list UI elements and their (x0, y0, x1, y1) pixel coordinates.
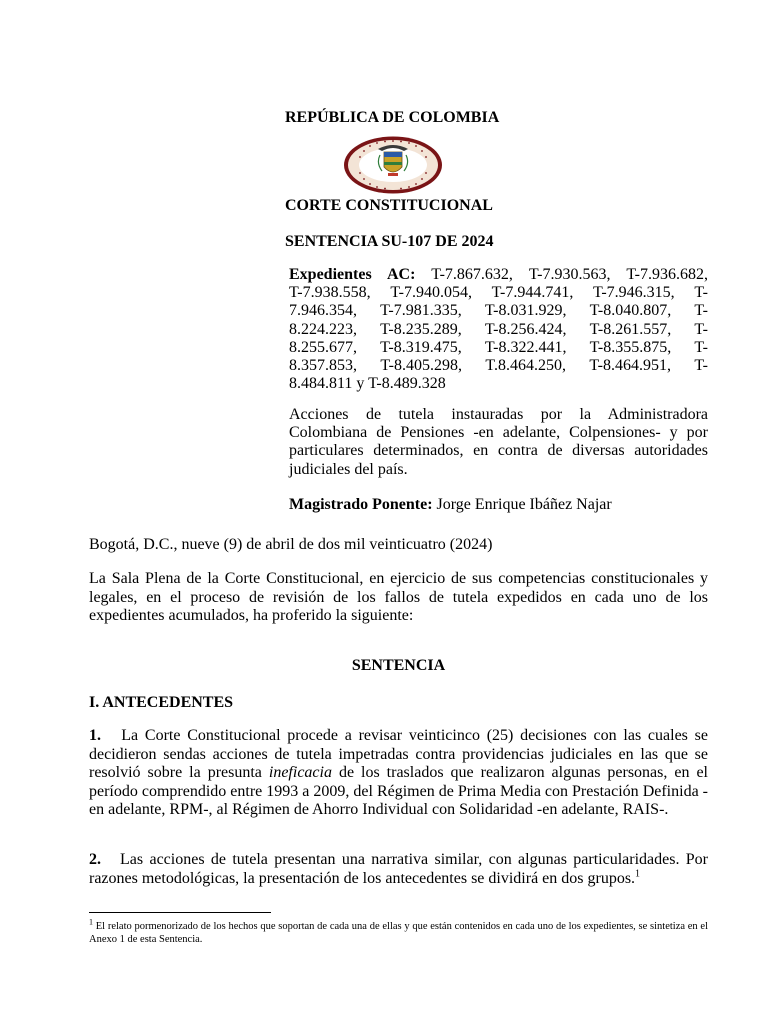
paragraph-1-number: 1. (89, 727, 101, 744)
date-line: Bogotá, D.C., nueve (9) de abril de dos mil veinticuatro (2024) (89, 536, 493, 553)
sentencia-title: SENTENCIA (351, 657, 446, 674)
magistrado-name: Jorge Enrique Ibáñez Najar (436, 496, 612, 513)
expedientes-line-2: T-7.938.558, T-7.940.054, T-7.944.741, T-7.946.315, T- (289, 284, 708, 302)
expedientes-label: Expedientes AC: (289, 266, 416, 283)
expedientes-line-1 (289, 266, 708, 284)
magistrado-line (289, 496, 708, 514)
intro-paragraph (89, 570, 708, 626)
expedientes-line-7: 8.484.811 y T-8.489.328 (289, 375, 446, 393)
sentence-id-heading: SENTENCIA SU-107 DE 2024 (285, 233, 494, 250)
expedientes-line-text: T-7.867.632, T-7.930.563, T-7.936.682, (431, 266, 708, 283)
magistrado-label: Magistrado Ponente: (289, 496, 433, 513)
paragraph-2 (89, 851, 708, 888)
paragraph-2-text (89, 851, 708, 888)
paragraph-1 (89, 727, 708, 820)
paragraph-1-text-before: La Corte Constitucional procede a revisar veinticinco (25) decisiones con las cuales se decidieron sendas acciones de tutela impetradas contra providencias judiciales en las que se resolvió sobre la presunta (89, 727, 708, 782)
paragraph-1-text-after: de los traslados que realizaron algunas personas, en el período comprendido entre 1993 a 2009, del Régimen de Prima Media con Prestación Definida -en adelante, RPM-, al Régimen de Ahorro Individual con Solidaridad -en adelante, RAIS-. (89, 764, 708, 819)
expedientes-line-4: 8.224.223, T-8.235.289, T-8.256.424, T-8.261.557, T- (289, 320, 708, 338)
expedientes-line-3: 7.946.354, T-7.981.335, T-8.031.929, T-8.040.807, T- (289, 302, 708, 320)
paragraph-2-body: Las acciones de tutela presentan una narrativa similar, con algunas particularidades. Por razones metodológicas, la presentación de los antecedentes se dividirá en dos grupos. (89, 851, 709, 887)
court-heading: CORTE CONSTITUCIONAL (285, 197, 493, 214)
footnote-divider (89, 912, 271, 913)
paragraph-1-emphasis: ineficacia (268, 764, 332, 782)
acciones-block (289, 406, 708, 479)
intro-text: La Sala Plena de la Corte Constitucional, en ejercicio de sus competencias constitucionales y legales, en el proceso de revisión de los fallos de tutela expedidos en cada uno de los expedientes acumulados, ha proferido la siguiente: (89, 570, 708, 625)
footnote-reference[interactable]: 1 (635, 868, 641, 880)
expedientes-line-6: 8.357.853, T-8.405.298, T.8.464.250, T-8.464.951, T- (289, 357, 708, 375)
footnote-number: 1 (89, 917, 93, 927)
expedientes-block (289, 266, 708, 393)
footnote (89, 917, 709, 946)
paragraph-2-number: 2. (89, 851, 101, 868)
acciones-text: Acciones de tutela instauradas por la Administradora Colombiana de Pensiones -en adelante, Colpensiones- y por particulares determinados, en contra de diversas autoridades judiciales del país. (289, 406, 708, 478)
paragraph-1-text (89, 727, 708, 820)
footnote-text: El relato pormenorizado de los hechos que soportan de cada una de ellas y que están contenidos en cada uno de los expedientes, se sintetiza en el Anexo 1 de esta Sentencia. (89, 921, 709, 945)
court-seal-icon (342, 135, 444, 195)
republic-heading: REPÚBLICA DE COLOMBIA (285, 109, 500, 126)
expedientes-line-5: 8.255.677, T-8.319.475, T-8.322.441, T-8.355.875, T- (289, 338, 708, 356)
section-heading: I. ANTECEDENTES (89, 694, 234, 711)
